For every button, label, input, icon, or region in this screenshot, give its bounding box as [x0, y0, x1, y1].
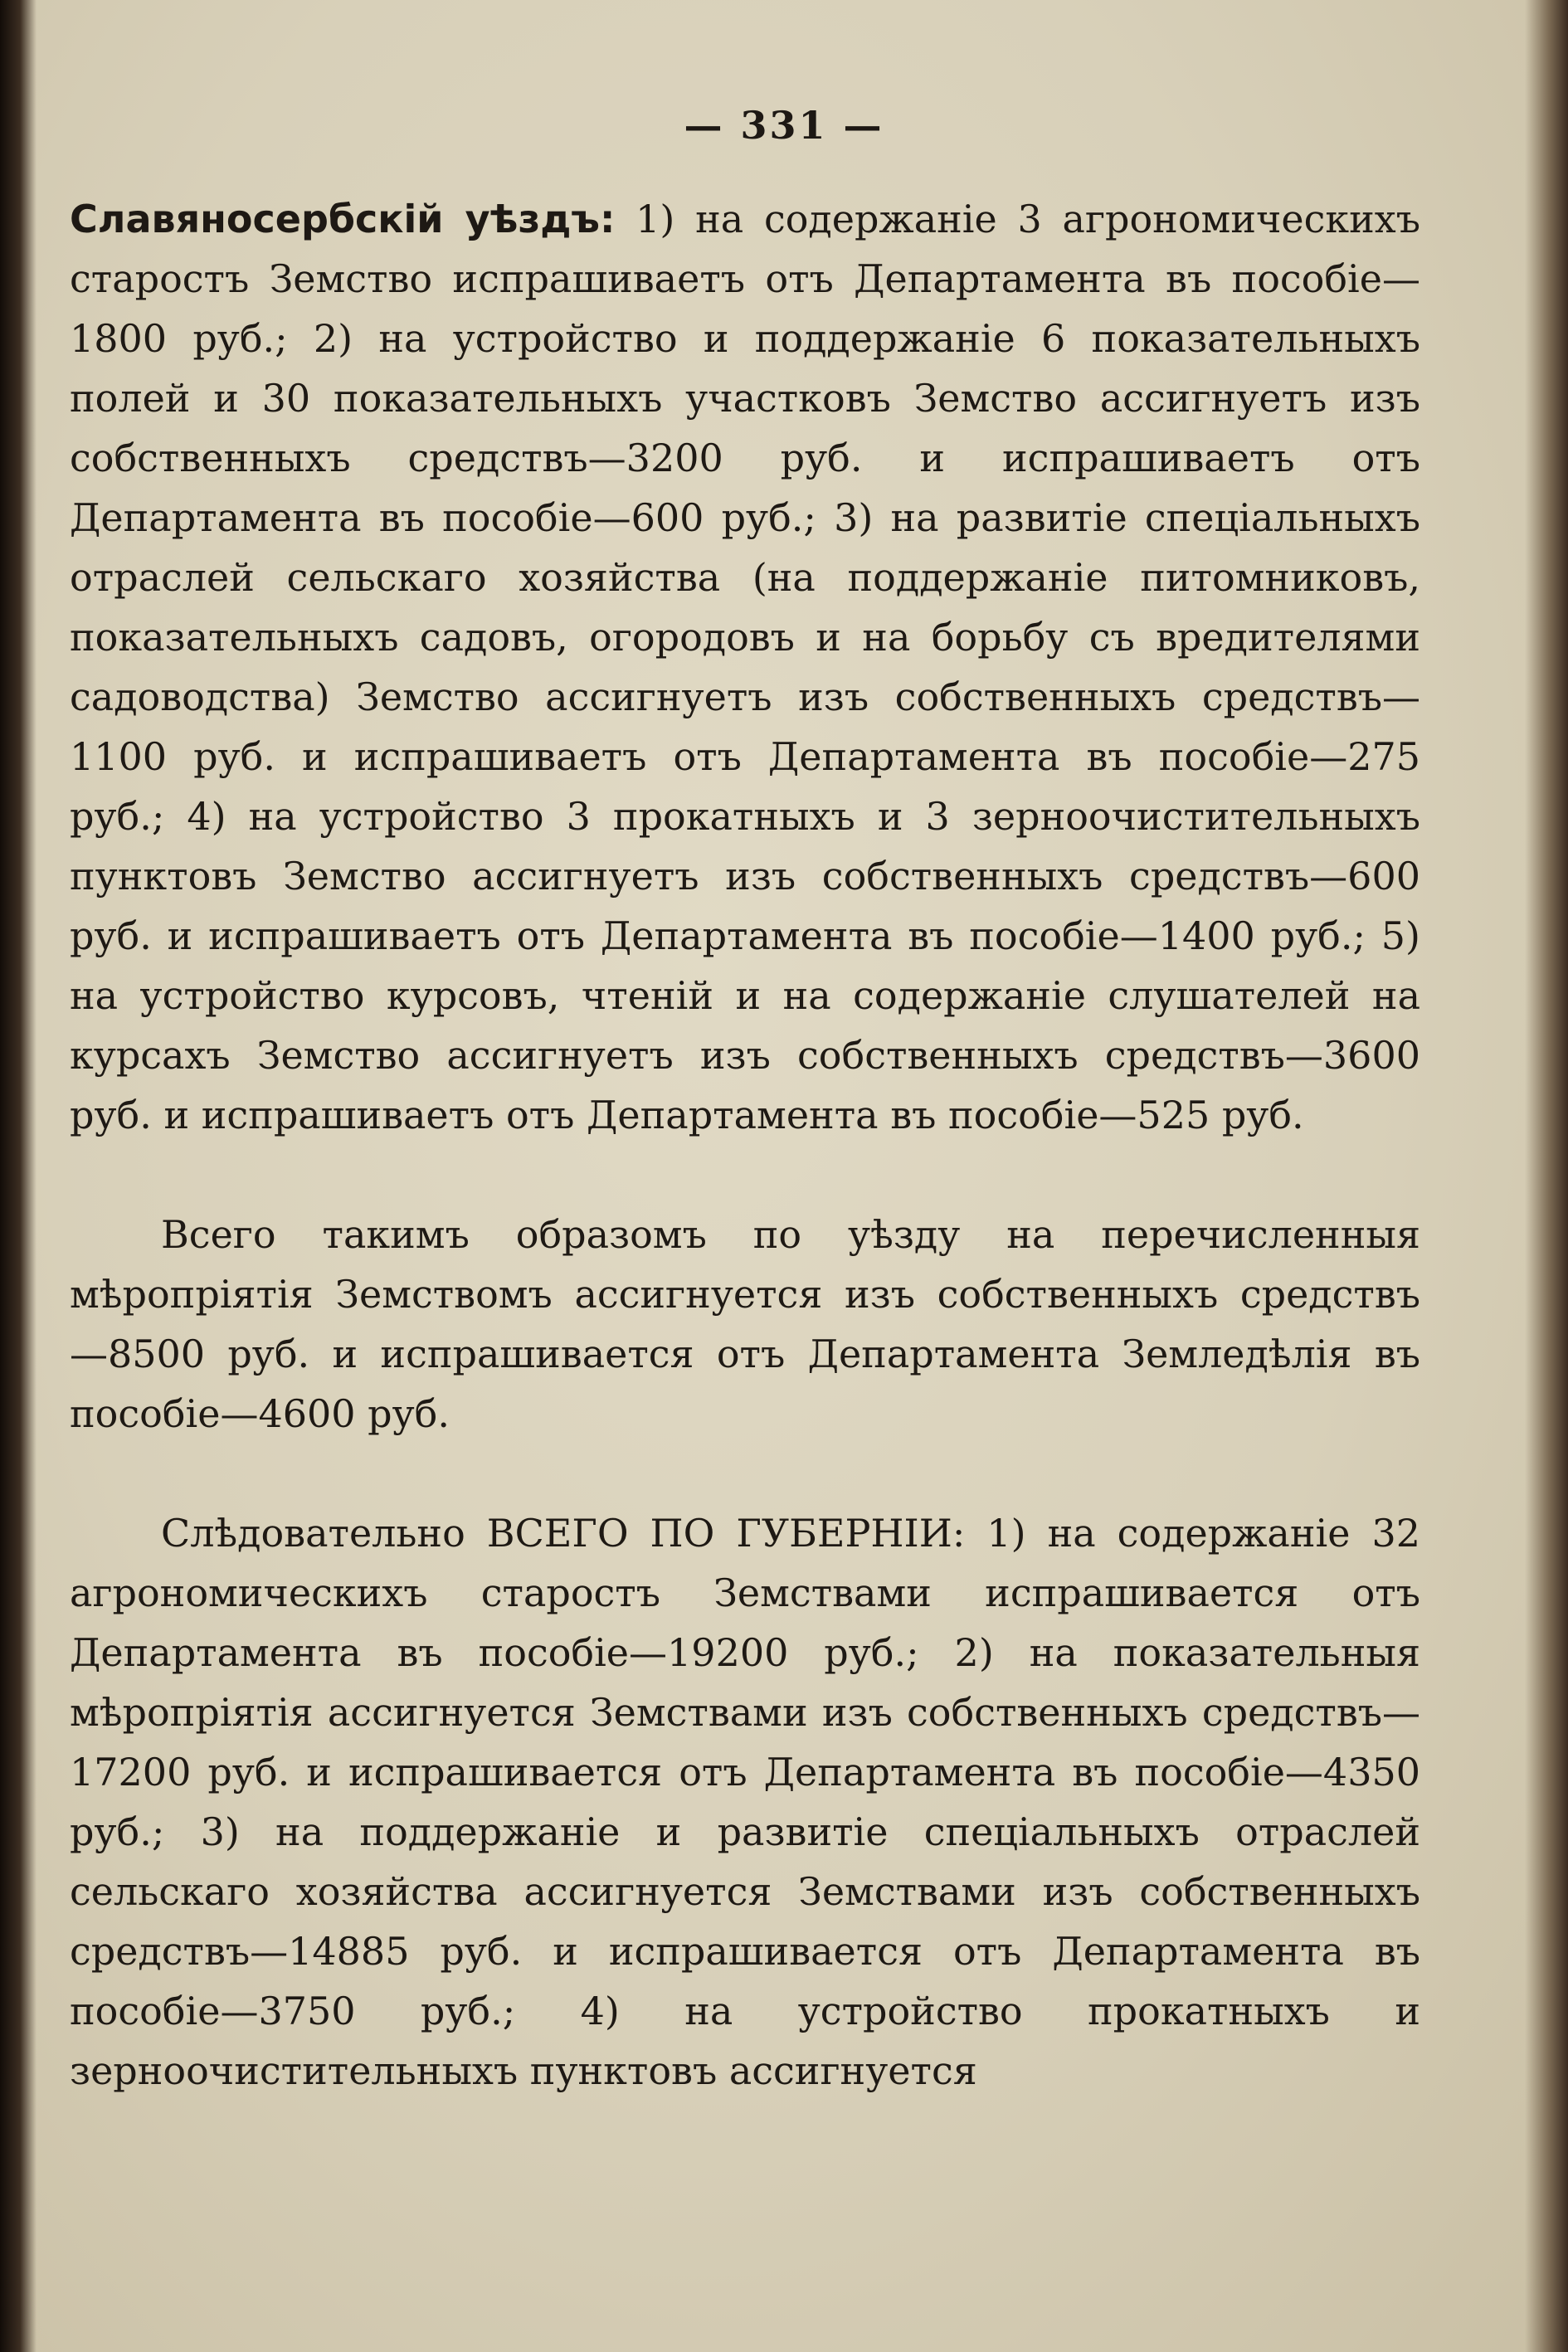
page-right-edge-shadow [1525, 0, 1568, 2352]
paragraph-district [70, 189, 1420, 1145]
page-number: — 331 — [684, 103, 884, 148]
paragraph-province-total: Слѣдовательно ВСЕГО ПО ГУБЕРНІИ: 1) на содержаніе 32 агрономическихъ старостъ Земствами испрашивается отъ Департамента въ пособіе—19200 руб.; 2) на показательныя мѣропріятія ассигнуется Земствами изъ собственныхъ средствъ—17200 руб. и испрашивается отъ Департамента въ пособіе—4350 руб.; 3) на поддержаніе и развитіе спеціальныхъ отраслей сельскаго хозяйства ассигнуется Земствами изъ собственныхъ средствъ—14885 руб. и испрашивается отъ Департамента въ пособіе—3750 руб.; 4) на устройство прокатныхъ и зерноочистительныхъ пунктовъ ассигнуется [70, 1511, 1420, 2093]
page-body [70, 189, 1420, 2101]
district-heading: Славяносербскій уѣздъ: [70, 197, 616, 241]
district-text: 1) на содержаніе 3 агрономическихъ старостъ Земство испрашиваетъ отъ Департамента въ пособіе—1800 руб.; 2) на устройство и поддержаніе 6 показательныхъ полей и 30 показательныхъ участковъ Земство ассигнуетъ изъ собственныхъ средствъ—3200 руб. и испрашиваетъ отъ Департамента въ пособіе—600 руб.; 3) на развитіе спеціальныхъ отраслей сельскаго хозяйства (на поддержаніе питомниковъ, показательныхъ садовъ, огородовъ и на борьбу съ вредителями садоводства) Земство ассигнуетъ изъ собственныхъ средствъ—1100 руб. и испрашиваетъ отъ Департамента въ пособіе—275 руб.; 4) на устройство 3 прокатныхъ и 3 зерноочистительныхъ пунктовъ Земство ассигнуетъ изъ собственныхъ средствъ—600 руб. и испрашиваетъ отъ Департамента въ пособіе—1400 руб.; 5) на устройство курсовъ, чтеній и на содержаніе слушателей на курсахъ Земство ассигнуетъ изъ собственныхъ средствъ—3600 руб. и испрашиваетъ отъ Департамента въ пособіе—525 руб. [70, 197, 1420, 1137]
paragraph-district-total: Всего такимъ образомъ по уѣзду на перечисленныя мѣропріятія Земствомъ ассигнуется изъ собственныхъ средствъ —8500 руб. и испрашивается отъ Департамента Земледѣлія въ пособіе—4600 руб. [70, 1212, 1420, 1436]
page-left-edge-shadow [0, 0, 37, 2352]
